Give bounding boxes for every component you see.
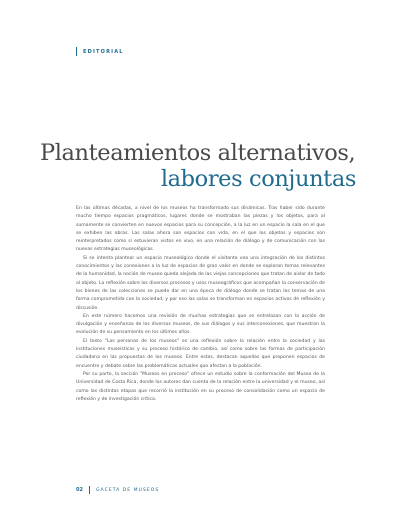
section-label: EDITORIAL <box>83 48 124 55</box>
section-header <box>76 47 124 56</box>
publication-name: GACETA DE MUSEOS <box>95 487 160 493</box>
title-line-2: labores conjuntas <box>160 166 356 192</box>
footer-divider <box>89 486 90 494</box>
paragraph: Por su parte, la sección "Museos en proceso" ofrece un estudio sobre la conformación del Museo de la Universidad de Costa Rica, donde los autores dan cuenta de la relación entre la universidad y el museo, así como las distintas etapas que recorrió la institución en su proceso de consolidación como un espacio de reflexión y de investigación crítica. <box>76 371 325 402</box>
page-number: 02 <box>76 487 83 493</box>
paragraph: El texto "Las personas de los museos" es una reflexión sobre la relación entre la sociedad y las instituciones museísticas y su proceso histórico de cambio, así como sobre las formas de participación ciudadana en las propuestas de los museos. Entre estas, destacan aquellas que proponen espacios de encuentro y debate sobre las problemáticas actuales que afectan a la población. <box>76 338 325 369</box>
title-line-1: Planteamientos alternativos, <box>40 140 356 166</box>
page-footer <box>76 486 159 494</box>
paragraph: En este número hacemos una revisión de muchas estrategias que se entrelazan con la acción de divulgación y enseñanza de los diversos museos, de sus diálogos y sus interconexiones, que muestran la evolución de su pensamiento en los últimos años. <box>76 313 325 336</box>
article-body <box>76 205 325 404</box>
section-divider <box>76 47 77 56</box>
paragraph: En las últimas décadas, a nivel de los museos ha transformado sus dinámicas. Tras haber sido durante mucho tiempo espacios pragmáticos, lugares donde se mostraban las piezas y los objetos, para al sumamente se convierten en nuevos espacios para su concepción, a la luz en un espacio la sala en el que se exhiben las obras. Las salas ahora son espacios con vida, en el que los objetos y espacios son reinterpretados como si estuvieran vistos en vivo, en una relación de diálogo y de comunicación con las nuevas estrategias museológicas. <box>76 206 325 253</box>
paragraph: Si se intenta plantear un espacio museológico donde el visitante vea una integración de los distintos conocimientos y las conexiones a la luz de espacios de gran valor en donde se exploran temas relevantes de la humanidad, la noción de museo queda alejada de las viejas concepciones que tratan de aislar de todo al objeto. La reflexión sobre los diversos procesos y usos museográficos que acompañan la conservación de los bienes de las colecciones se puede dar en una época de diálogo donde se tratan los temas de una forma comprometida con la sociedad, y por eso las salas se transforman en espacios activos de reflexión y discusión. <box>76 255 325 311</box>
article-title <box>40 140 360 192</box>
